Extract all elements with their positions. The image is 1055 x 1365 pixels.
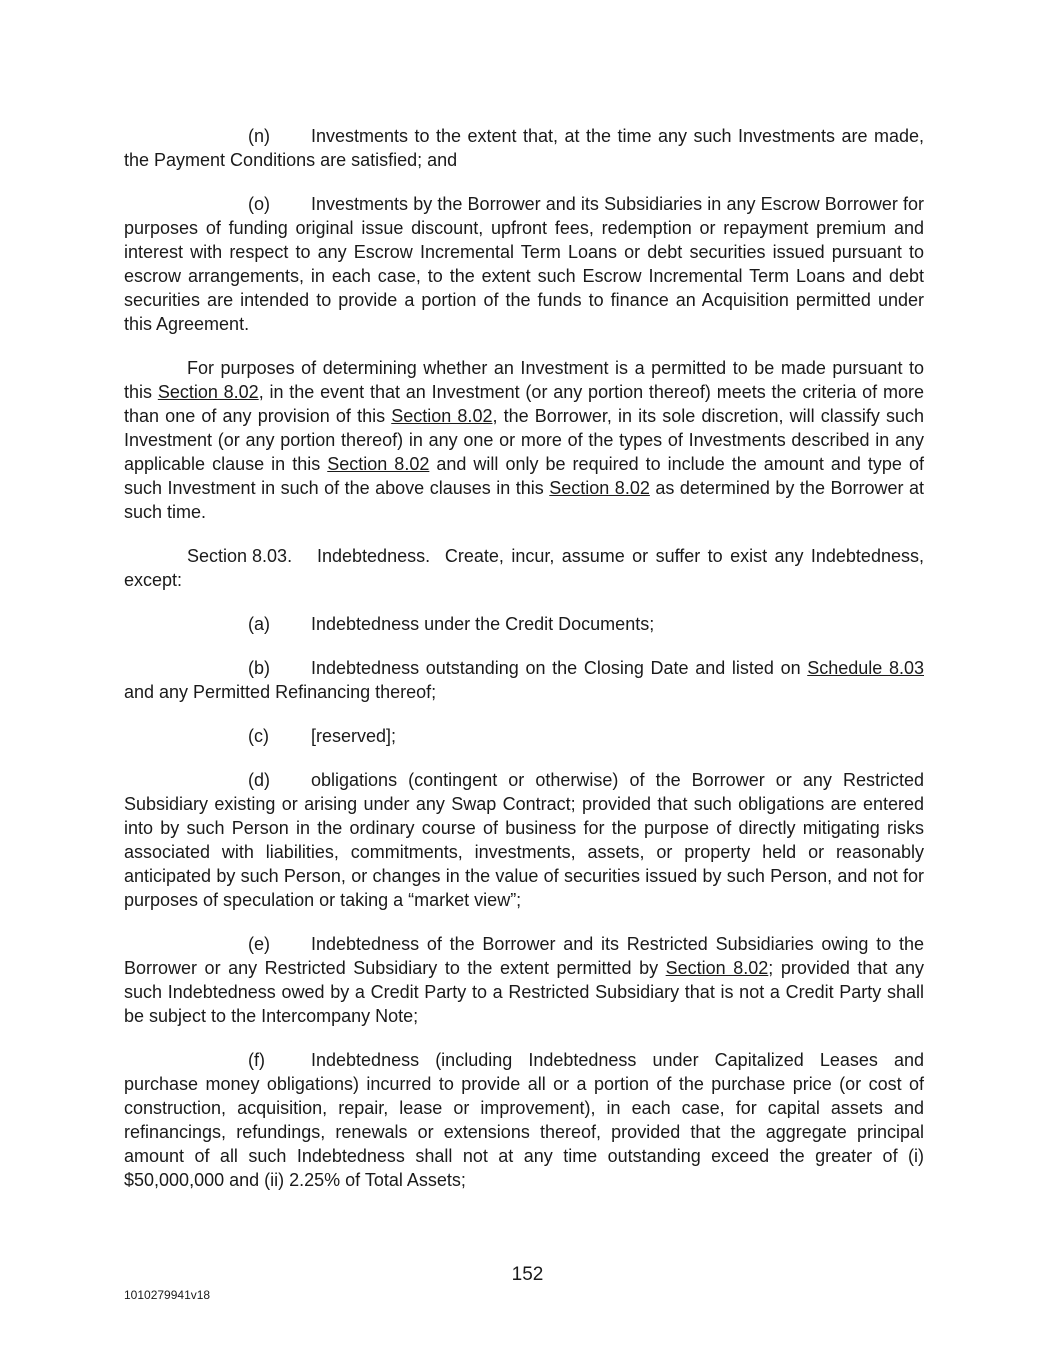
clause-text: Indebtedness under the Credit Documents; — [311, 614, 655, 634]
clause-text: obligations (contingent or otherwise) of the Borrower or any Restricted Subsidiary existing or arising under any Swap Contract; provided that such obligations are entered into by such Person in the ordinary course of business for the purpose of directly mitigating risks associated with liabilities, commitments, investments, assets, or property held or reasonably anticipated by such Person, or changes in the value of securities issued by such Person, and not for purposes of speculation or taking a “market view”; — [124, 770, 924, 910]
clause-text: Indebtedness (including Indebtedness under Capitalized Leases and purchase money obligations) incurred to provide all or a portion of the purchase price (or cost of construction, acquisition, repair, lease or improvement), in each case, for capital assets and refinancings, refundings, renewals or extensions thereof, provided that the aggregate principal amount of all such Indebtedness shall not at any time outstanding exceed the greater of (i) $50,000,000 and (ii) 2.25% of Total Assets; — [124, 1050, 924, 1190]
paragraph-text: and will only be required to include the amount and type of such Investment in such of the above clauses in this — [124, 454, 924, 498]
section-reference: Section 8.02 — [665, 958, 769, 978]
clause-c — [124, 724, 924, 748]
clause-label: (f) — [248, 1050, 265, 1070]
clause-d — [124, 768, 924, 912]
paragraph-text: as determined by the Borrower at such time. — [124, 478, 924, 522]
clause-text: Investments by the Borrower and its Subsidiaries in any Escrow Borrower for purposes of funding original issue discount, upfront fees, redemption or repayment premium and interest with respect to any Escrow Incremental Term Loans or debt securities issued pursuant to escrow arrangements, in each case, to the extent such Escrow Incremental Term Loans and debt securities are intended to provide a portion of the funds to finance an Acquisition permitted under this Agreement. — [124, 194, 924, 334]
purposes-paragraph — [124, 356, 924, 524]
section-number: Section 8.03. — [187, 546, 293, 566]
clause-text: Indebtedness of the Borrower and its Restricted Subsidiaries owing to the Borrower or any Restricted Subsidiary to the extent permitted by — [124, 934, 924, 978]
page-number: 152 — [511, 1264, 544, 1285]
clause-o — [124, 192, 924, 336]
clause-label: (d) — [248, 770, 270, 790]
section-reference: Section 8.02 — [549, 478, 650, 498]
clause-text: Investments to the extent that, at the time any such Investments are made, the Payment Conditions are satisfied; and — [124, 126, 924, 170]
section-title: Indebtedness. — [317, 546, 431, 566]
clause-label: (o) — [248, 194, 270, 214]
clause-text: [reserved]; — [311, 726, 397, 746]
clause-b — [124, 656, 924, 704]
clause-n — [124, 124, 924, 172]
section-reference: Section 8.02 — [157, 382, 259, 402]
section-reference: Section 8.02 — [327, 454, 430, 474]
clause-label: (n) — [248, 126, 270, 146]
paragraph-text: , in the event that an Investment (or any portion thereof) meets the criteria of more than one of any provision of this — [124, 382, 924, 426]
clause-text: ; provided that any such Indebtedness owed by a Credit Party to a Restricted Subsidiary that is not a Credit Party shall be subject to the Intercompany Note; — [124, 958, 925, 1026]
clause-f — [124, 1048, 924, 1192]
clause-label: (e) — [248, 934, 270, 954]
clause-a — [124, 612, 924, 636]
clause-e — [124, 932, 924, 1028]
clause-label: (b) — [248, 658, 270, 678]
document-id: 1010279941v18 — [124, 1288, 211, 1302]
clause-text: and any Permitted Refinancing thereof; — [124, 682, 437, 702]
schedule-reference: Schedule 8.03 — [807, 658, 924, 678]
section-reference: Section 8.02 — [391, 406, 493, 426]
section-8-03-heading — [124, 544, 924, 592]
document-body — [124, 124, 924, 1212]
clause-text: Indebtedness outstanding on the Closing Date and listed on — [311, 658, 808, 678]
paragraph-text: , the Borrower, in its sole discretion, will classify such Investment (or any portion thereof) in any one or more of the types of Investments described in any applicable clause in this — [124, 406, 924, 474]
paragraph-text: For purposes of determining whether an Investment is a permitted to be made pursuant to this — [124, 358, 924, 402]
clause-label: (a) — [248, 614, 270, 634]
section-text: Create, incur, assume or suffer to exist any Indebtedness, except: — [124, 546, 924, 590]
clause-label: (c) — [248, 726, 269, 746]
